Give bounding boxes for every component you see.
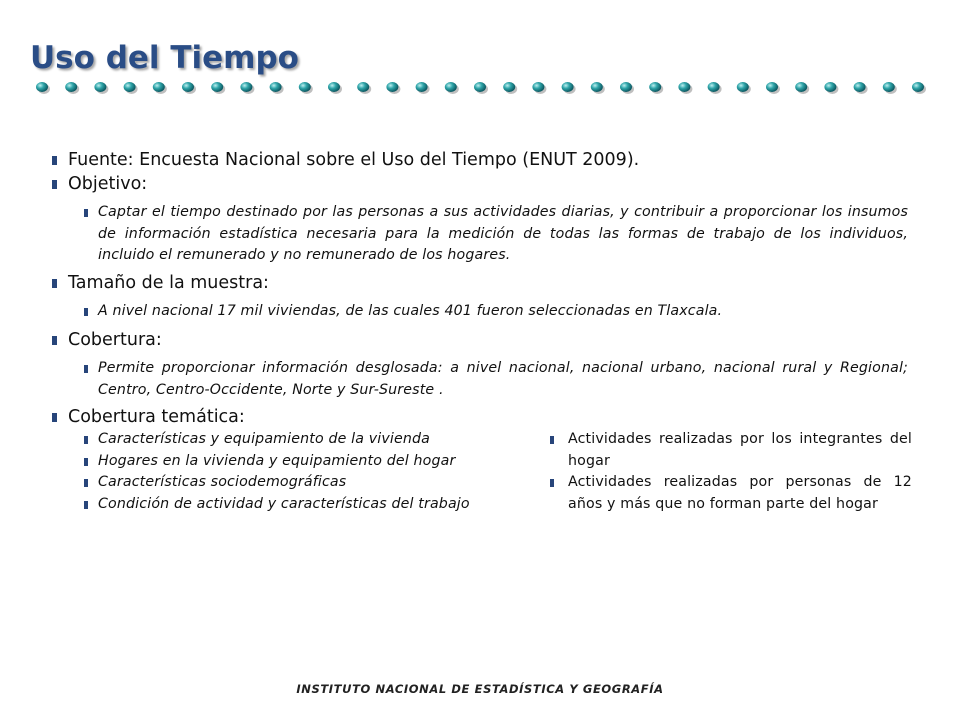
decorative-dot xyxy=(65,82,77,92)
decorative-dot xyxy=(795,82,807,92)
list-item-text: Características sociodemográficas xyxy=(98,474,347,490)
fuente-bullet xyxy=(52,148,912,172)
muestra-item-text: A nivel nacional 17 mil viviendas, de las cuales 401 fueron seleccionadas en Tlaxcala. xyxy=(98,302,723,319)
decorative-dot xyxy=(36,82,48,92)
decorative-dot xyxy=(445,82,457,92)
cobertura-item-text: Permite proporcionar información desglosada: a nivel nacional, nacional urbano, nacional rural y Regional; Centro, Centro-Occidente, Norte y Sur-Sureste . xyxy=(98,360,908,398)
decorative-dot xyxy=(474,82,486,92)
footer-institution: INSTITUTO NACIONAL DE ESTADÍSTICA Y GEOGRAFÍA xyxy=(296,682,664,696)
sub-bullet-square-icon xyxy=(84,436,88,444)
bullet-square-icon xyxy=(52,413,57,422)
decorative-dot xyxy=(357,82,369,92)
decorative-dot xyxy=(153,82,165,92)
decorative-dot xyxy=(824,82,836,92)
list-item-text: Actividades realizadas por los integrantes del hogar xyxy=(568,431,912,469)
decorative-dot xyxy=(620,82,632,92)
decorative-dot xyxy=(182,82,194,92)
decorative-dot xyxy=(94,82,106,92)
sub-bullet-square-icon xyxy=(84,479,88,487)
list-item-text: Condición de actividad y características del trabajo xyxy=(98,495,470,512)
sub-bullet-square-icon xyxy=(84,209,88,217)
decorative-dot xyxy=(649,82,661,92)
decorative-dot xyxy=(386,82,398,92)
sub-bullet-square-icon xyxy=(550,436,554,444)
muestra-item xyxy=(52,301,912,323)
list-item-text: Características y equipamiento de la vivienda xyxy=(98,431,431,447)
bullet-square-icon xyxy=(52,336,57,345)
decorative-dot xyxy=(562,82,574,92)
slide-content xyxy=(52,148,912,539)
objetivo-item xyxy=(52,202,912,267)
sub-bullet-square-icon xyxy=(550,479,554,487)
sub-bullet-square-icon xyxy=(84,365,88,373)
decorative-dot xyxy=(270,82,282,92)
cobertura-heading xyxy=(52,328,912,352)
list-item xyxy=(492,472,912,515)
tematica-heading xyxy=(52,405,912,429)
bullet-square-icon xyxy=(52,180,57,189)
tematica-right-list xyxy=(492,429,912,515)
decorative-dot xyxy=(708,82,720,92)
tematica-heading-text: Cobertura temática: xyxy=(68,407,245,427)
fuente-text: Fuente: Encuesta Nacional sobre el Uso del Tiempo (ENUT 2009). xyxy=(68,150,640,170)
decorative-dot xyxy=(211,82,223,92)
dot-row-graphic xyxy=(34,78,934,96)
sub-bullet-square-icon xyxy=(84,458,88,466)
list-item-text: Hogares en la vivienda y equipamiento del hogar xyxy=(98,452,456,469)
decorative-dot xyxy=(299,82,311,92)
decorative-dot xyxy=(854,82,866,92)
decorative-dot xyxy=(240,82,252,92)
list-item-text: Actividades realizadas por personas de 12 años y más que no forman parte del hogar xyxy=(568,474,912,512)
decorative-dot xyxy=(416,82,428,92)
sub-bullet-square-icon xyxy=(84,308,88,316)
decorative-dot xyxy=(883,82,895,92)
decorative-dot xyxy=(124,82,136,92)
objetivo-heading-text: Objetivo: xyxy=(68,174,148,194)
tematica-columns xyxy=(52,429,912,539)
decorative-dot xyxy=(766,82,778,92)
slide-title: Uso del Tiempo xyxy=(30,40,299,76)
muestra-heading-text: Tamaño de la muestra: xyxy=(68,272,269,293)
decorative-dot xyxy=(532,82,544,92)
decorative-dot xyxy=(328,82,340,92)
list-item xyxy=(52,429,522,451)
objetivo-heading xyxy=(52,172,912,196)
decorative-dot xyxy=(678,82,690,92)
bullet-square-icon xyxy=(52,279,57,288)
decorative-dot xyxy=(503,82,515,92)
decorative-dot xyxy=(737,82,749,92)
sub-bullet-square-icon xyxy=(84,501,88,509)
muestra-heading xyxy=(52,271,912,295)
decorative-dot xyxy=(912,82,924,92)
bullet-square-icon xyxy=(52,156,57,165)
decorative-dot xyxy=(591,82,603,92)
decorative-dot-row xyxy=(34,78,934,96)
cobertura-item xyxy=(52,358,912,401)
list-item xyxy=(52,494,522,516)
list-item xyxy=(52,472,522,494)
objetivo-item-text: Captar el tiempo destinado por las personas a sus actividades diarias, y contribuir a proporcionar los insumos de información estadística necesaria para la medición de todas las formas de trabajo de los individuos, incluido el remunerado y no remunerado de los hogares. xyxy=(98,204,908,263)
cobertura-heading-text: Cobertura: xyxy=(68,330,162,350)
list-item xyxy=(52,451,522,473)
tematica-left-list xyxy=(52,429,522,515)
list-item xyxy=(492,429,912,472)
